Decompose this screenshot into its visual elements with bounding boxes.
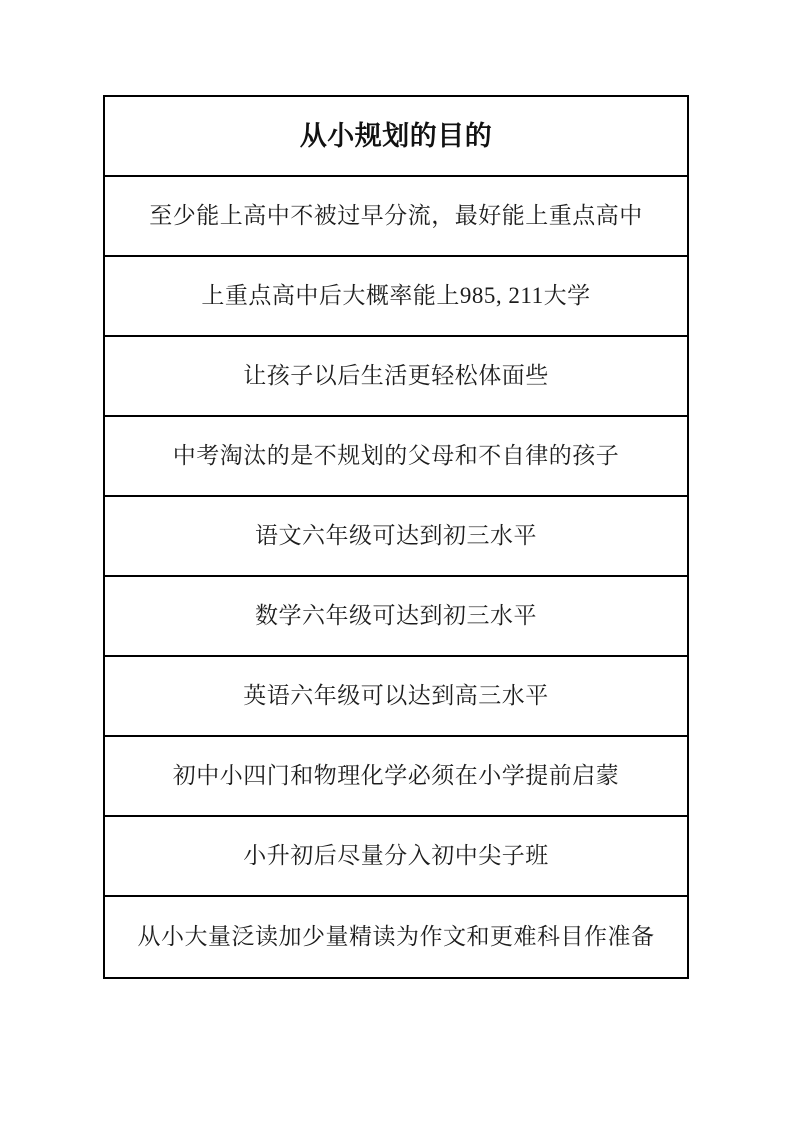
row-text: 英语六年级可以达到高三水平 bbox=[243, 683, 549, 709]
row-text: 上重点高中后大概率能上985, 211大学 bbox=[201, 283, 591, 309]
table-row bbox=[105, 337, 687, 417]
table-title-row bbox=[105, 97, 687, 177]
row-text: 中考淘汰的是不规划的父母和不自律的孩子 bbox=[172, 443, 620, 469]
row-text: 语文六年级可达到初三水平 bbox=[255, 523, 537, 549]
row-text: 初中小四门和物理化学必须在小学提前启蒙 bbox=[172, 763, 620, 789]
table-row bbox=[105, 897, 687, 977]
table-row bbox=[105, 257, 687, 337]
table-row bbox=[105, 497, 687, 577]
purpose-table bbox=[103, 95, 689, 979]
row-text: 从小大量泛读加少量精读为作文和更难科目作准备 bbox=[137, 924, 655, 950]
table-title: 从小规划的目的 bbox=[299, 120, 493, 151]
row-text: 至少能上高中不被过早分流，最好能上重点高中 bbox=[149, 203, 643, 229]
row-text: 数学六年级可达到初三水平 bbox=[255, 603, 537, 629]
table-row bbox=[105, 417, 687, 497]
table-row bbox=[105, 817, 687, 897]
row-text: 小升初后尽量分入初中尖子班 bbox=[243, 843, 549, 869]
table-row bbox=[105, 177, 687, 257]
row-text: 让孩子以后生活更轻松体面些 bbox=[243, 363, 549, 389]
table-row bbox=[105, 737, 687, 817]
table-row bbox=[105, 657, 687, 737]
table-row bbox=[105, 577, 687, 657]
